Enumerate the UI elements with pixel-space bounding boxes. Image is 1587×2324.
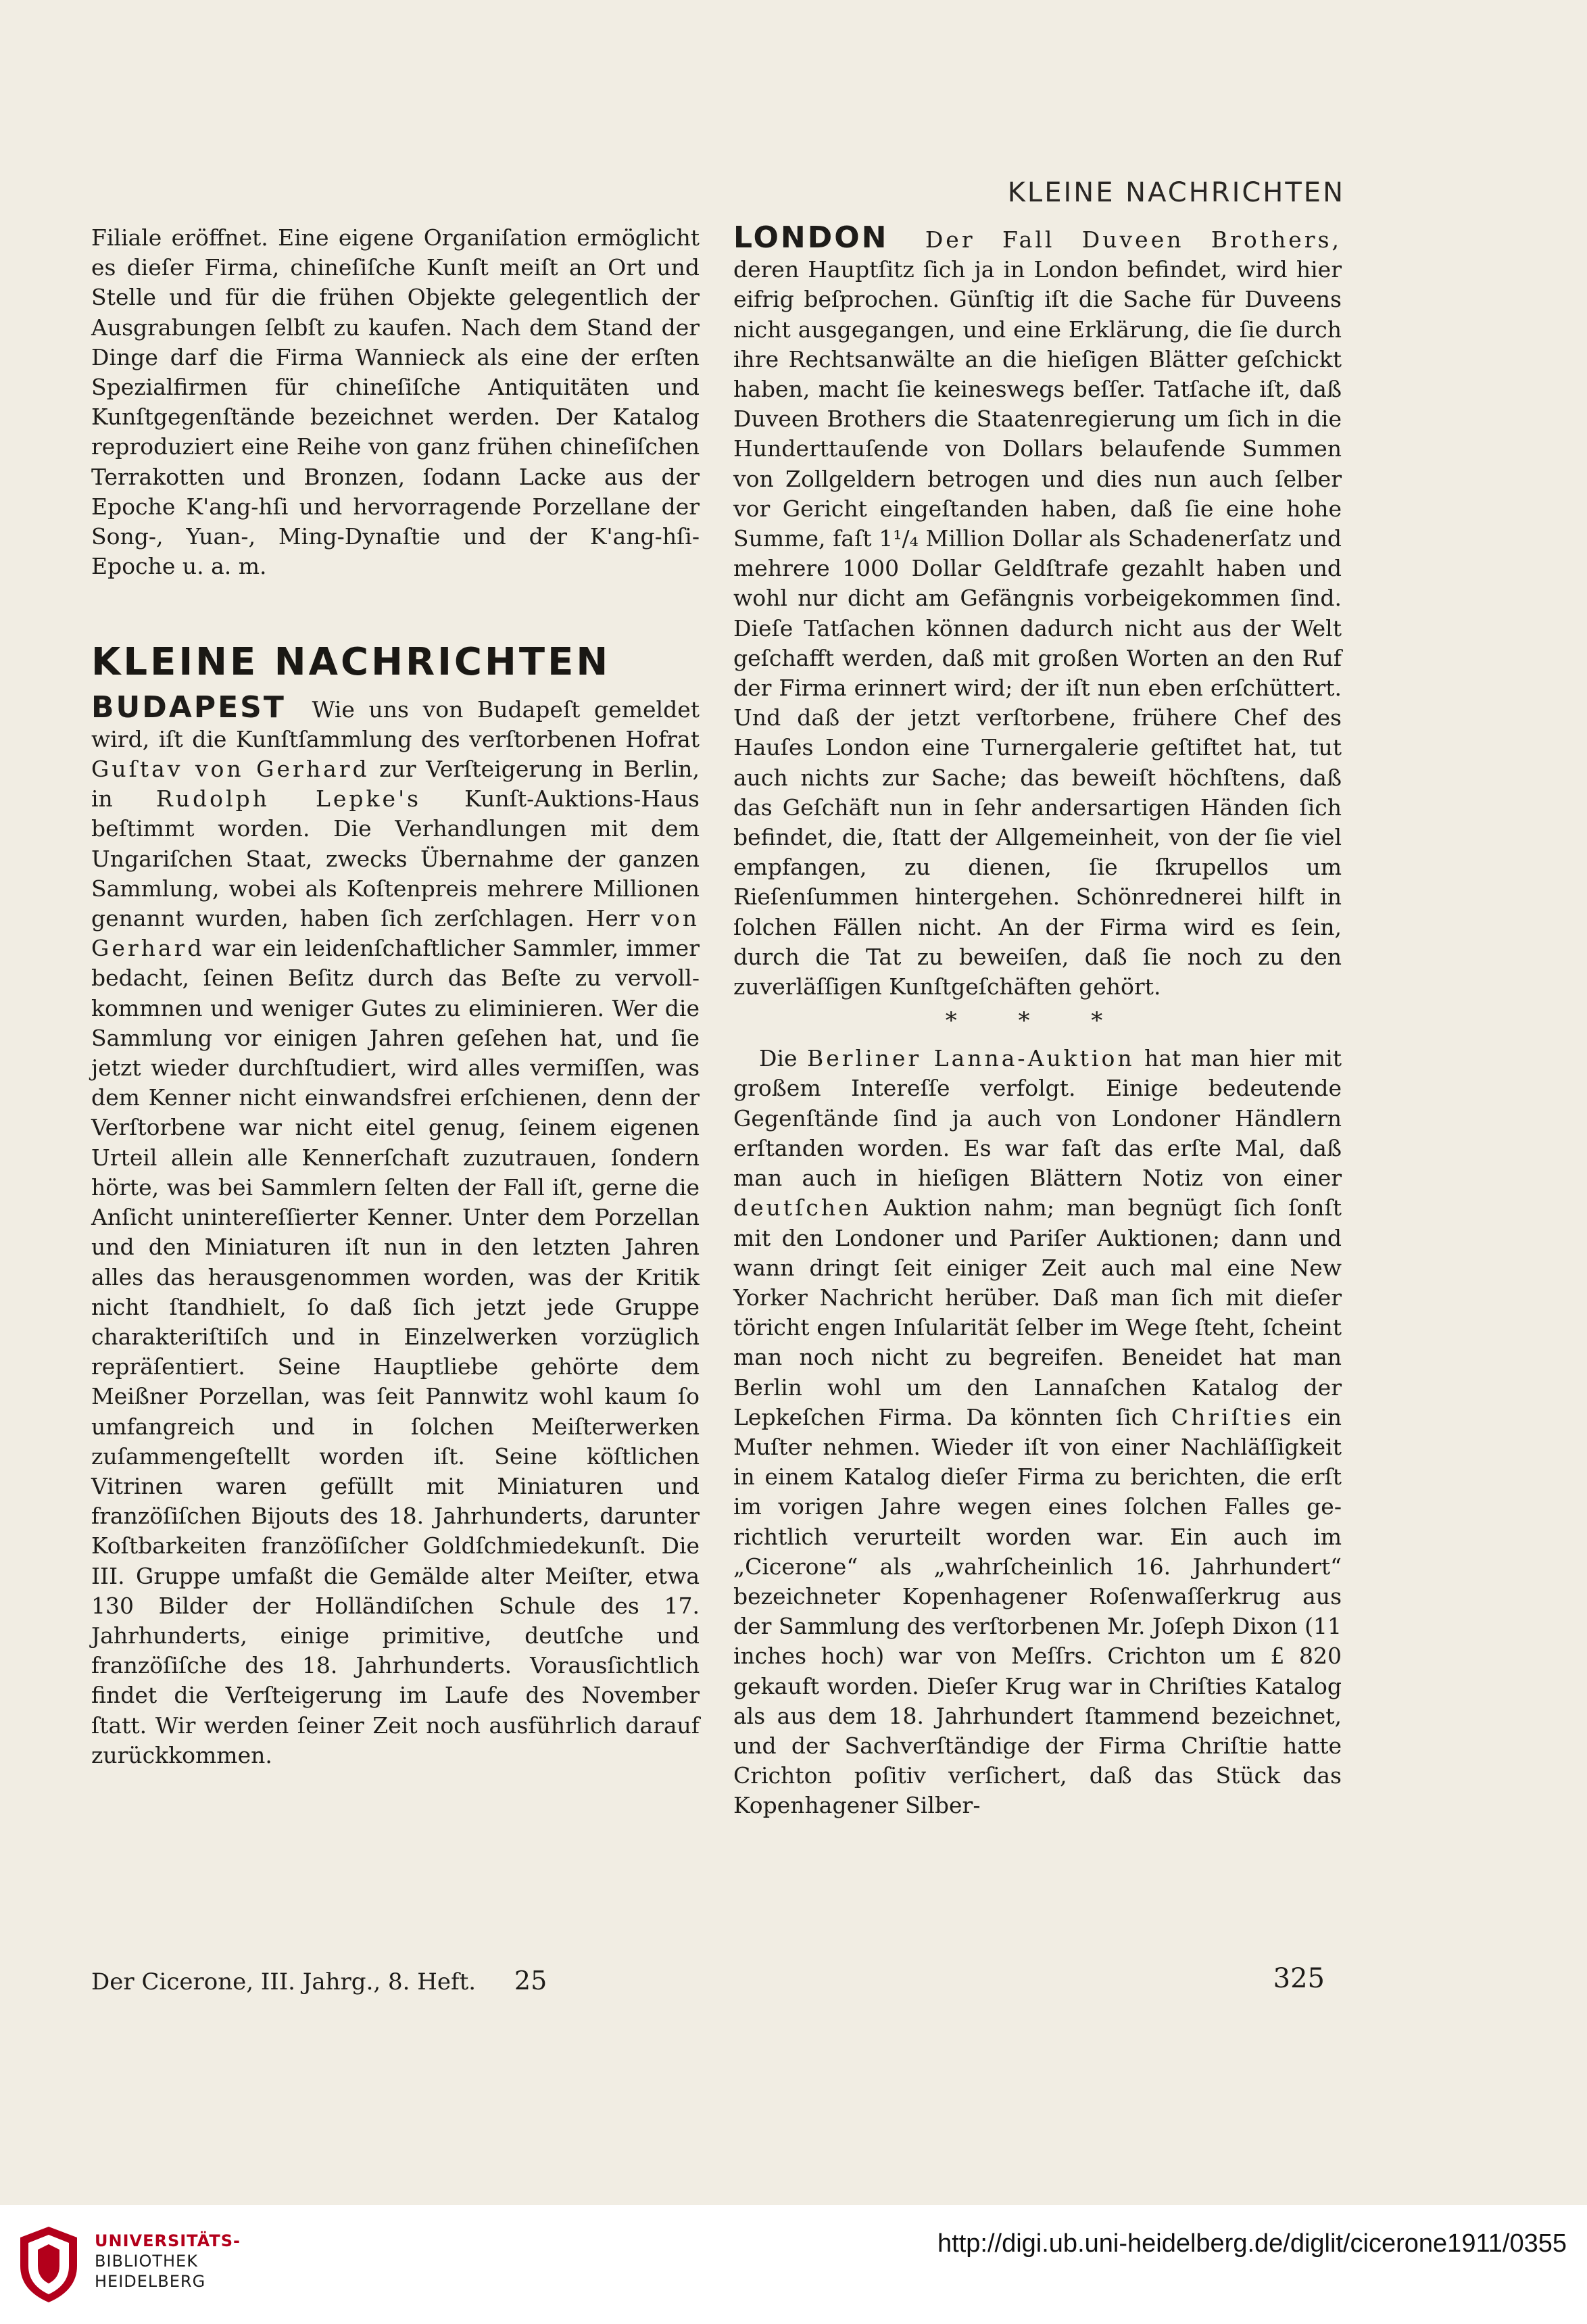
page-number: 325 [1273, 1963, 1325, 1994]
london-name-1: Der Fall Duveen Brothers, [925, 226, 1342, 253]
library-name [95, 2231, 241, 2292]
left-column [91, 223, 700, 1770]
london-paragraph [733, 220, 1342, 1002]
budapest-text-1: Wie uns von Budapeſt gemeldet wird, iſt die Kunſtſammlung des verſtorbenen Hofrat [91, 696, 700, 752]
city-heading-budapest: BUDAPEST [91, 689, 286, 725]
lanna-text-3: Auktion nahm; man begnügt ſich ſonſt mit den Londoner und Pariſer Auktionen; dann und wann dringt ſeit einiger Zeit auch mal eine New Yorker Nachricht herüber. Daß man ſich mit dieſer töricht engen Inſularität ſelber im Wege ſteht, ſcheint man noch nicht zu begreifen. Beneidet hat man Berlin wohl um den Lannaſchen Katalog der Lepkeſchen Firma. Da könnten ſich [733, 1194, 1342, 1430]
section-title: KLEINE NACHRICHTEN [91, 640, 611, 685]
lanna-paragraph [733, 1044, 1342, 1820]
budapest-text-2: zur Verſteigerung in Berlin, in [91, 756, 700, 813]
page-footer-left [91, 1966, 547, 1995]
intro-paragraph: Filiale eröffnet. Eine eigene Organiſation ermöglicht es dieſer Firma, chineſiſche Kunſt meiſt an Ort und Stelle und für die frühen Objekte gelegentlich der Ausgrabungen ſelbſt zu kaufen. Nach dem Stand der Dinge darf die Firma Wannieck als eine der erſten Spezialfirmen für chineſiſche Antiquitäten und Kunſtgegenſtände bezeichnet werden. Der Katalog reproduziert eine Reihe von ganz frühen chineſiſchen Terrakotten und Bronzen, ſodann Lacke aus der Epoche K'ang-hſi und hervorragende Porzellane der Song-, Yuan-, Ming-Dynaſtie und der K'ang-hſi-Epoche u. a. m. [91, 224, 700, 580]
budapest-name-3: von Gerhard [91, 905, 700, 962]
lanna-name-3: Chriſties [1171, 1403, 1294, 1430]
section-divider-stars: * * * [945, 1007, 1130, 1035]
city-heading-london: LONDON [733, 220, 889, 255]
source-url-link[interactable]: http://digi.ub.uni-heidelberg.de/diglit/cicerone1911/0355 [937, 2229, 1567, 2258]
budapest-name-1: Guſtav von Gerhard [91, 756, 370, 783]
university-seal-icon [15, 2224, 82, 2305]
journal-citation: Der Cicerone, III. Jahrg., 8. Heft. [91, 1968, 477, 1995]
signature-mark: 25 [514, 1966, 547, 1995]
library-name-line-3: HEIDELBERG [95, 2272, 206, 2291]
lanna-text-2: hat man hier mit großem Intereſſe verfolgt. Einige bedeutende Gegenſtände ſind ja auch von Londoner Händlern erſtanden worden. Es war faſt das erſte Mal, daß man auch in hieſigen Blättern Notiz von einer [733, 1045, 1342, 1192]
budapest-text-3: Kunſt-Auktions-Haus beſtimmt worden. Die Verhandlungen mit dem Ungariſchen Staat, zwecks Übernahme der ganzen Sammlung, wobei als Koſtenpreis mehrere Millionen genannt wurden, haben ſich zerſchlagen. Herr [91, 785, 700, 932]
library-name-line-2: BIBLIOTHEK [95, 2252, 198, 2271]
library-name-line-1: UNIVERSITÄTS- [95, 2231, 241, 2250]
lanna-name-2: deutſchen [733, 1194, 871, 1221]
lanna-name-1: Berliner Lanna-Auktion [807, 1045, 1135, 1072]
lanna-text-4: ein Muſter nehmen. Wieder iſt von einer Nachläſſigkeit in einem Katalog dieſer Firma zu berichten, die erſt im vorigen Jahre wegen eines ſolchen Falles gerichtlich verurteilt worden war. Ein auch im „Cicerone“ als „wahrſcheinlich 16. Jahrhundert“ bezeichneter Kopenhagener Roſenwaſſerkrug aus der Sammlung des verſtorbenen Mr. Joſeph Dixon (11 inches hoch) war von Meſſrs. Crichton um £ 820 gekauft worden. Dieſer Krug war in Chriſties Katalog als aus dem 18. Jahrhundert ſtammend bezeichnet, und der Sachverſtändige der Firma Chriſtie hatte Crichton poſitiv verſichert, daß das Stück das Kopenhagener Silber- [733, 1403, 1342, 1819]
budapest-text-4: war ein leidenſchaftlicher Sammler, immer bedacht, ſeinen Beſitz durch das Beſte zu vervollkommnen und weniger Gutes zu eliminieren. Wer die Sammlung vor einigen Jahren geſehen hat, und ſie jetzt wieder durchſtudiert, wird alles vermiſſen, was dem Kenner nicht einwandsfrei erſchienen, denn der Verſtorbene war nicht eitel genug, ſeinem eigenen Urteil allein alle Kennerſchaft zuzutrauen, ſondern hörte, was bei Sammlern ſelten der Fall iſt, gerne die Anſicht unintereſſierter Kenner. Unter dem Porzellan und den Miniaturen iſt nun in den letzten Jahren alles das herausgenommen worden, was der Kritik nicht ſtandhielt, ſo daß ſich jetzt jede Gruppe charakteriſtiſch und in Einzelwerken vorzüglich repräſentiert. Seine Hauptliebe gehörte dem Meißner Porzellan, was ſeit Pannwitz wohl kaum ſo umfangreich und in ſolchen Meiſterwerken zuſammengeſtellt worden iſt. Seine köſtlichen Vitrinen waren gefüllt mit Miniaturen und franzöſiſchen Bijouts des 18. Jahrhunderts, darunter Koſtbarkeiten franzöſiſcher Goldſchmiedekunſt. Die III. Gruppe umfaßt die Gemälde alter Meiſter, etwa 130 Bilder der Holländiſchen Schule des 17. Jahrhunderts, einige primitive, deutſche und franzöſiſche des 18. Jahrhunderts. Vorausſichtlich findet die Verſteigerung im Laufe des November ſtatt. Wir werden ſeiner Zeit noch ausführlich darauf zurückkommen. [91, 935, 700, 1768]
lanna-text-1: Die [759, 1045, 798, 1072]
right-column [733, 220, 1342, 1821]
london-text-1: deren Hauptſitz ſich ja in London befindet, wird hier eifrig beſprochen. Günſtig iſt die Sache für Duveens nicht ausgegangen, und eine Erklärung, die ſie durch ihre Rechtsanwälte an die hieſigen Blätter geſchickt haben, macht ſie keineswegs beſſer. Tatſache iſt, daß Duveen Brothers die Staatenregierung um ſich in die Hunderttauſende von Dollars belaufende Summen von Zollgeldern betrogen und dies nun auch ſelber vor Gericht eingeſtanden haben, daß ſie eine hohe Summe, faſt 1¹/₄ Million Dollar als Schadenerſatz und mehrere 1000 Dollar Geldſtrafe gezahlt haben und wohl nur dicht am Gefängnis vorbeigekommen ſind. Dieſe Tatſachen können dadurch nicht aus der Welt geſchafft werden, daß mit großen Worten an den Ruf der Firma erinnert wird; der iſt nun eben erſchüttert. Und daß der jetzt verſtorbene, frühere Chef des Hauſes London eine Turnergalerie geſtiftet hat, tut auch nichts zur Sache; das beweiſt höchſtens, daß das Geſchäft nun in ſehr andersartigen Händen ſich befindet, die, ſtatt der Allgemeinheit, von der ſie viel empfangen, zu dienen, ſie ſkrupellos um Rieſenſummen hintergehen. Schönrednerei hilft in ſolchen Fällen nicht. An der Firma wird es ſein, durch die Tat zu beweiſen, daß ſie noch zu den zuverläſſigen Kunſtgeſchäften gehört. [733, 256, 1342, 1000]
running-head: KLEINE NACHRICHTEN [1007, 177, 1345, 208]
budapest-paragraph [91, 689, 700, 1770]
budapest-name-2: Rudolph Lepke's [155, 785, 422, 813]
